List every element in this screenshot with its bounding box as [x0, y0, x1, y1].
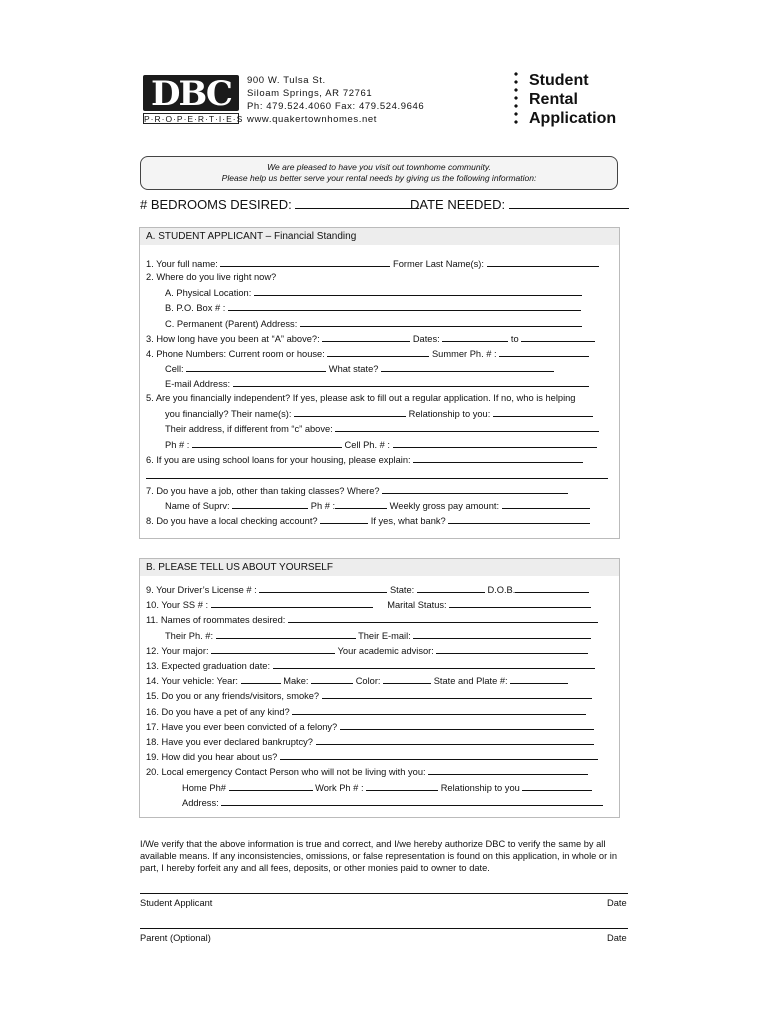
roommate-phone-field[interactable] — [216, 629, 356, 639]
title-line: Student — [529, 72, 589, 89]
phone-line: Ph: 479.524.4060 Fax: 479.524.9646 — [247, 101, 425, 112]
q20e: Address: — [182, 796, 603, 809]
school-loans-field[interactable] — [413, 453, 583, 463]
state-field[interactable] — [381, 362, 554, 372]
q2c: C. Permanent (Parent) Address: — [165, 317, 582, 330]
former-name-field[interactable] — [487, 257, 599, 267]
parent-signature-line[interactable] — [140, 928, 628, 929]
how-long-field[interactable] — [322, 332, 410, 342]
q5: 5. Are you financially independent? If yes, please ask to fill out a regular application. If no, who is helping — [146, 393, 576, 403]
bedrooms-label: # BEDROOMS DESIRED: — [140, 197, 292, 212]
q2b: B. P.O. Box # : — [165, 301, 581, 314]
q10: 10. Your SS # : Marital Status: — [146, 598, 591, 611]
emergency-contact-field[interactable] — [428, 765, 588, 775]
dates-from-field[interactable] — [442, 332, 508, 342]
section-b — [139, 558, 620, 818]
date-label: Date — [607, 898, 627, 908]
marital-field[interactable] — [449, 598, 591, 608]
permanent-address-field[interactable] — [300, 317, 582, 327]
helper-name-field[interactable] — [294, 407, 406, 417]
student-signature-line[interactable] — [140, 893, 628, 894]
vehicle-make-field[interactable] — [311, 674, 353, 684]
q3: 3. How long have you been at “A” above?: Dates: to — [146, 332, 595, 345]
summer-phone-field[interactable] — [499, 347, 589, 357]
smoke-field[interactable] — [322, 689, 592, 699]
pet-field[interactable] — [292, 705, 586, 715]
intro-box — [140, 156, 618, 190]
q6-cont — [146, 469, 608, 482]
helper-address-field[interactable] — [335, 422, 599, 432]
q20b: Home Ph# Work Ph # : Relationship to you — [182, 781, 592, 794]
date-needed — [410, 197, 629, 212]
license-state-field[interactable] — [417, 583, 485, 593]
title-line: Rental — [529, 91, 578, 108]
physical-location-field[interactable] — [254, 286, 582, 296]
checking-field[interactable] — [320, 514, 368, 524]
verification-text: I/We verify that the above information is true and correct, and I/we hereby authorize DBC to verify the same by all available means. If any inconsistencies, omissions, or false representation is found on this application, in whole or in part, I hereby forfeit any and all fees, deposits, or other monies paid to owner to date. — [140, 839, 617, 873]
student-applicant-label: Student Applicant — [140, 898, 213, 908]
q1: 1. Your full name: Former Last Name(s): — [146, 257, 599, 270]
date-needed-label: DATE NEEDED: — [410, 197, 506, 212]
major-field[interactable] — [211, 644, 335, 654]
q5d: Their address, if different from “c” above: — [165, 422, 599, 435]
q2: 2. Where do you live right now? — [146, 272, 277, 282]
weekly-pay-field[interactable] — [502, 499, 590, 509]
license-field[interactable] — [259, 583, 387, 593]
q7b: Name of Suprv: Ph # : Weekly gross pay amount: — [165, 499, 590, 512]
bedrooms-desired — [140, 197, 419, 212]
vehicle-year-field[interactable] — [241, 674, 281, 684]
q5-phones: Ph # : Cell Ph. # : — [165, 438, 597, 451]
website-line: www.quakertownhomes.net — [247, 114, 377, 125]
work-phone-field[interactable] — [366, 781, 438, 791]
q13: 13. Expected graduation date: — [146, 659, 595, 672]
bankruptcy-field[interactable] — [316, 735, 594, 745]
vehicle-color-field[interactable] — [383, 674, 431, 684]
q7: 7. Do you have a job, other than taking classes? Where? — [146, 484, 568, 497]
advisor-field[interactable] — [436, 644, 588, 654]
q4: 4. Phone Numbers: Current room or house: Summer Ph. # : — [146, 347, 589, 360]
po-box-field[interactable] — [228, 301, 581, 311]
q19: 19. How did you hear about us? — [146, 750, 598, 763]
emergency-address-field[interactable] — [221, 796, 603, 806]
q2a: A. Physical Location: — [165, 286, 582, 299]
address-line: Siloam Springs, AR 72761 — [247, 88, 373, 99]
dotted-divider — [513, 70, 519, 128]
q18: 18. Have you ever declared bankruptcy? — [146, 735, 594, 748]
q4-cell: Cell: What state? — [165, 362, 554, 375]
supervisor-field[interactable] — [232, 499, 308, 509]
helper-cell-field[interactable] — [393, 438, 597, 448]
date-label: Date — [607, 933, 627, 943]
title-line: Application — [529, 110, 617, 127]
q6: 6. If you are using school loans for your housing, please explain: — [146, 453, 583, 466]
home-phone-field[interactable] — [229, 781, 313, 791]
q15: 15. Do you or any friends/visitors, smoke? — [146, 689, 592, 702]
logo-letters: DBC — [143, 75, 239, 111]
q4-email: E-mail Address: — [165, 377, 589, 390]
heard-about-field[interactable] — [280, 750, 598, 760]
section-b-heading: B. PLEASE TELL US ABOUT YOURSELF — [140, 559, 619, 576]
dob-field[interactable] — [515, 583, 589, 593]
felony-field[interactable] — [340, 720, 594, 730]
helper-relationship-field[interactable] — [493, 407, 593, 417]
q14: 14. Your vehicle: Year: Make: Color: State and Plate #: — [146, 674, 568, 687]
q8: 8. Do you have a local checking account? If yes, what bank? — [146, 514, 590, 527]
logo-subtitle: P·R·O·P·E·R·T·I·E·S — [144, 114, 244, 124]
graduation-field[interactable] — [273, 659, 595, 669]
current-phone-field[interactable] — [327, 347, 429, 357]
emergency-relationship-field[interactable] — [522, 781, 592, 791]
intro-line: We are pleased to have you visit out townhome community. — [267, 162, 491, 172]
helper-phone-field[interactable] — [192, 438, 342, 448]
q17: 17. Have you ever been convicted of a felony? — [146, 720, 594, 733]
parent-label: Parent (Optional) — [140, 933, 211, 943]
q11: 11. Names of roommates desired: — [146, 613, 598, 626]
bank-field[interactable] — [448, 514, 590, 524]
q12: 12. Your major: Your academic advisor: — [146, 644, 588, 657]
plate-field[interactable] — [510, 674, 568, 684]
ss-field[interactable] — [211, 598, 373, 608]
bedrooms-field[interactable] — [295, 197, 419, 209]
roommates-field[interactable] — [288, 613, 598, 623]
supervisor-phone-field[interactable] — [335, 499, 387, 509]
q9: 9. Your Driver’s License # : State: D.O.B. — [146, 583, 589, 596]
q5b: you financially? Their name(s): Relationship to you: — [165, 407, 593, 420]
date-needed-field[interactable] — [509, 197, 629, 209]
section-a-heading: A. STUDENT APPLICANT – Financial Standing — [140, 228, 619, 245]
company-address — [247, 74, 424, 126]
cell-field[interactable] — [186, 362, 326, 372]
school-loans-field-2[interactable] — [146, 469, 608, 479]
dates-to-field[interactable] — [521, 332, 595, 342]
address-line: 900 W. Tulsa St. — [247, 75, 326, 86]
roommate-email-field[interactable] — [413, 629, 591, 639]
email-field[interactable] — [233, 377, 589, 387]
q16: 16. Do you have a pet of any kind? — [146, 705, 586, 718]
intro-line: Please help us better serve your rental needs by giving us the following information: — [221, 173, 537, 183]
job-where-field[interactable] — [382, 484, 568, 494]
q20: 20. Local emergency Contact Person who will not be living with you: — [146, 765, 588, 778]
dbc-logo — [143, 75, 244, 125]
form-title — [529, 71, 616, 128]
full-name-field[interactable] — [220, 257, 390, 267]
q11b: Their Ph. #: Their E-mail: — [165, 629, 591, 642]
